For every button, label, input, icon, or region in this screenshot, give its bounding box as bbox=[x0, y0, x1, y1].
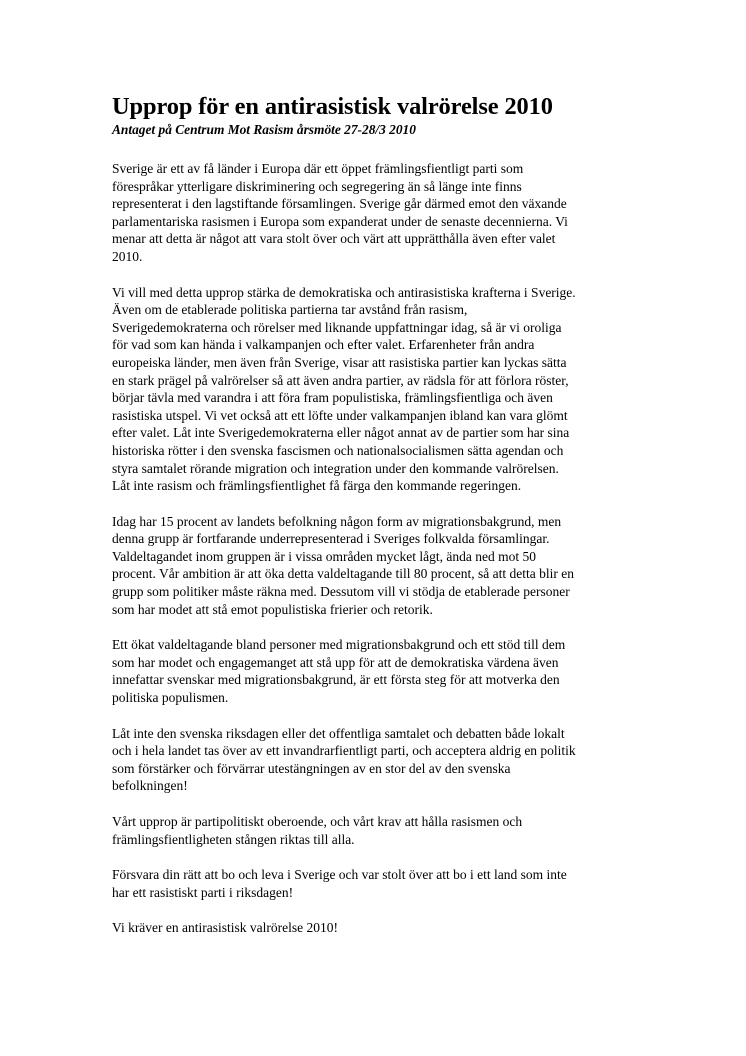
paragraph-line: Vi vill med detta upprop stärka de demokratiska och antirasistiska krafterna i Sverige. bbox=[112, 284, 576, 300]
document-title: Upprop för en antirasistisk valrörelse 2010 bbox=[112, 93, 553, 120]
paragraph bbox=[112, 513, 638, 619]
paragraph-line: börjar tävla med varandra i att föra fram populistiska, främlingsfientliga och även bbox=[112, 390, 553, 406]
paragraph bbox=[112, 160, 638, 266]
document-body bbox=[112, 93, 638, 955]
paragraph-line: Vi kräver en antirasistisk valrörelse 2010! bbox=[112, 920, 338, 936]
paragraph-line: procent. Vår ambition är att öka detta valdeltagande till 80 procent, så att detta blir en bbox=[112, 566, 574, 582]
paragraph-line: menar att detta är något att vara stolt över och värt att upprätthålla även efter valet bbox=[112, 231, 556, 247]
paragraph-line: europeiska länder, men även från Sverige, visar att rasistiska partier kan lyckas sätta bbox=[112, 354, 567, 370]
paragraph-line: Försvara din rätt att bo och leva i Sverige och var stolt över att bo i ett land som inte bbox=[112, 867, 567, 883]
paragraph-line: förespråkar ytterligare diskriminering och segregering än så länge inte finns bbox=[112, 178, 522, 194]
paragraph bbox=[112, 725, 638, 795]
paragraph bbox=[112, 636, 638, 706]
paragraph-line: och i hela landet tas över av ett invandrarfientligt parti, och acceptera aldrig en politik bbox=[112, 743, 576, 759]
paragraph bbox=[112, 866, 638, 901]
paragraph-line: som har modet och engagemanget att stå upp för att de demokratiska värdena även bbox=[112, 654, 559, 670]
paragraph bbox=[112, 919, 638, 937]
paragraph-line: representerat i den lagstiftande församlingen. Sverige går därmed emot den växande bbox=[112, 196, 567, 212]
paragraph-line: en stark prägel på valrörelser så att även andra partier, av rädsla för att förlora röster, bbox=[112, 372, 569, 388]
paragraph-line: har ett rasistiskt parti i riksdagen! bbox=[112, 884, 294, 900]
paragraph-line: Valdeltagandet inom gruppen är i vissa områden mycket lågt, ända ned mot 50 bbox=[112, 548, 537, 564]
paragraph-line: efter valet. Låt inte Sverigedemokraterna eller något annat av de partier som har sina bbox=[112, 425, 570, 441]
paragraphs bbox=[112, 160, 638, 937]
paragraph bbox=[112, 284, 638, 495]
paragraph-line: som förstärker och förvärrar utestängningen av en stor del av den svenska bbox=[112, 760, 511, 776]
paragraph-line: som har modet att stå emot populistiska frierier och retorik. bbox=[112, 601, 433, 617]
paragraph-line: Vårt upprop är partipolitiskt oberoende, och vårt krav att hålla rasismen och bbox=[112, 814, 523, 829]
paragraph-line: politiska populismen. bbox=[112, 690, 229, 706]
paragraph-line: 2010. bbox=[112, 248, 143, 264]
paragraph-line: för vad som kan hända i valkampanjen och efter valet. Erfarenheter från andra bbox=[112, 337, 535, 353]
paragraph-line: denna grupp är fortfarande underrepresenterad i Sveriges folkvalda församlingar. bbox=[112, 531, 550, 547]
paragraph-line: rasistiska utspel. Vi vet också att ett löfte under valkampanjen ibland kan vara glömt bbox=[112, 407, 568, 423]
paragraph-line: Ett ökat valdeltagande bland personer med migrationsbakgrund och ett stöd till dem bbox=[112, 637, 566, 653]
paragraph-line: styra samtalet rörande migration och integration under den kommande valrörelsen. bbox=[112, 460, 559, 476]
paragraph-line: Låt inte den svenska riksdagen eller det offentliga samtalet och debatten både lokalt bbox=[112, 725, 565, 741]
paragraph-line: parlamentariska rasismen i Europa som expanderat under de senaste decennierna. Vi bbox=[112, 213, 568, 229]
document-subtitle: Antaget på Centrum Mot Rasism årsmöte 27-28/3 2010 bbox=[112, 122, 416, 137]
paragraph-line: befolkningen! bbox=[112, 778, 188, 794]
paragraph-line: Sverige är ett av få länder i Europa där ett öppet främlingsfientligt parti som bbox=[112, 161, 524, 176]
paragraph-line: främlingsfientligheten stången riktas till alla. bbox=[112, 831, 355, 847]
paragraph-line: Idag har 15 procent av landets befolkning någon form av migrationsbakgrund, men bbox=[112, 513, 562, 529]
paragraph-line: Sverigedemokraterna och rörelser med liknande uppfattningar idag, så är vi oroliga bbox=[112, 319, 562, 335]
paragraph-line: Låt inte rasism och främlingsfientlighet få färga den kommande regeringen. bbox=[112, 478, 522, 494]
paragraph bbox=[112, 813, 638, 848]
paragraph-line: innefattar svenskar med migrationsbakgrund, är ett första steg för att motverka den bbox=[112, 672, 560, 688]
paragraph-line: historiska rötter i den svenska fascismen och nationalsocialismen sätta agendan och bbox=[112, 442, 564, 458]
paragraph-line: Även om de etablerade politiska partierna tar avstånd från rasism, bbox=[112, 302, 468, 318]
paragraph-line: grupp som politiker måste räkna med. Dessutom vill vi stödja de etablerade personer bbox=[112, 584, 570, 600]
